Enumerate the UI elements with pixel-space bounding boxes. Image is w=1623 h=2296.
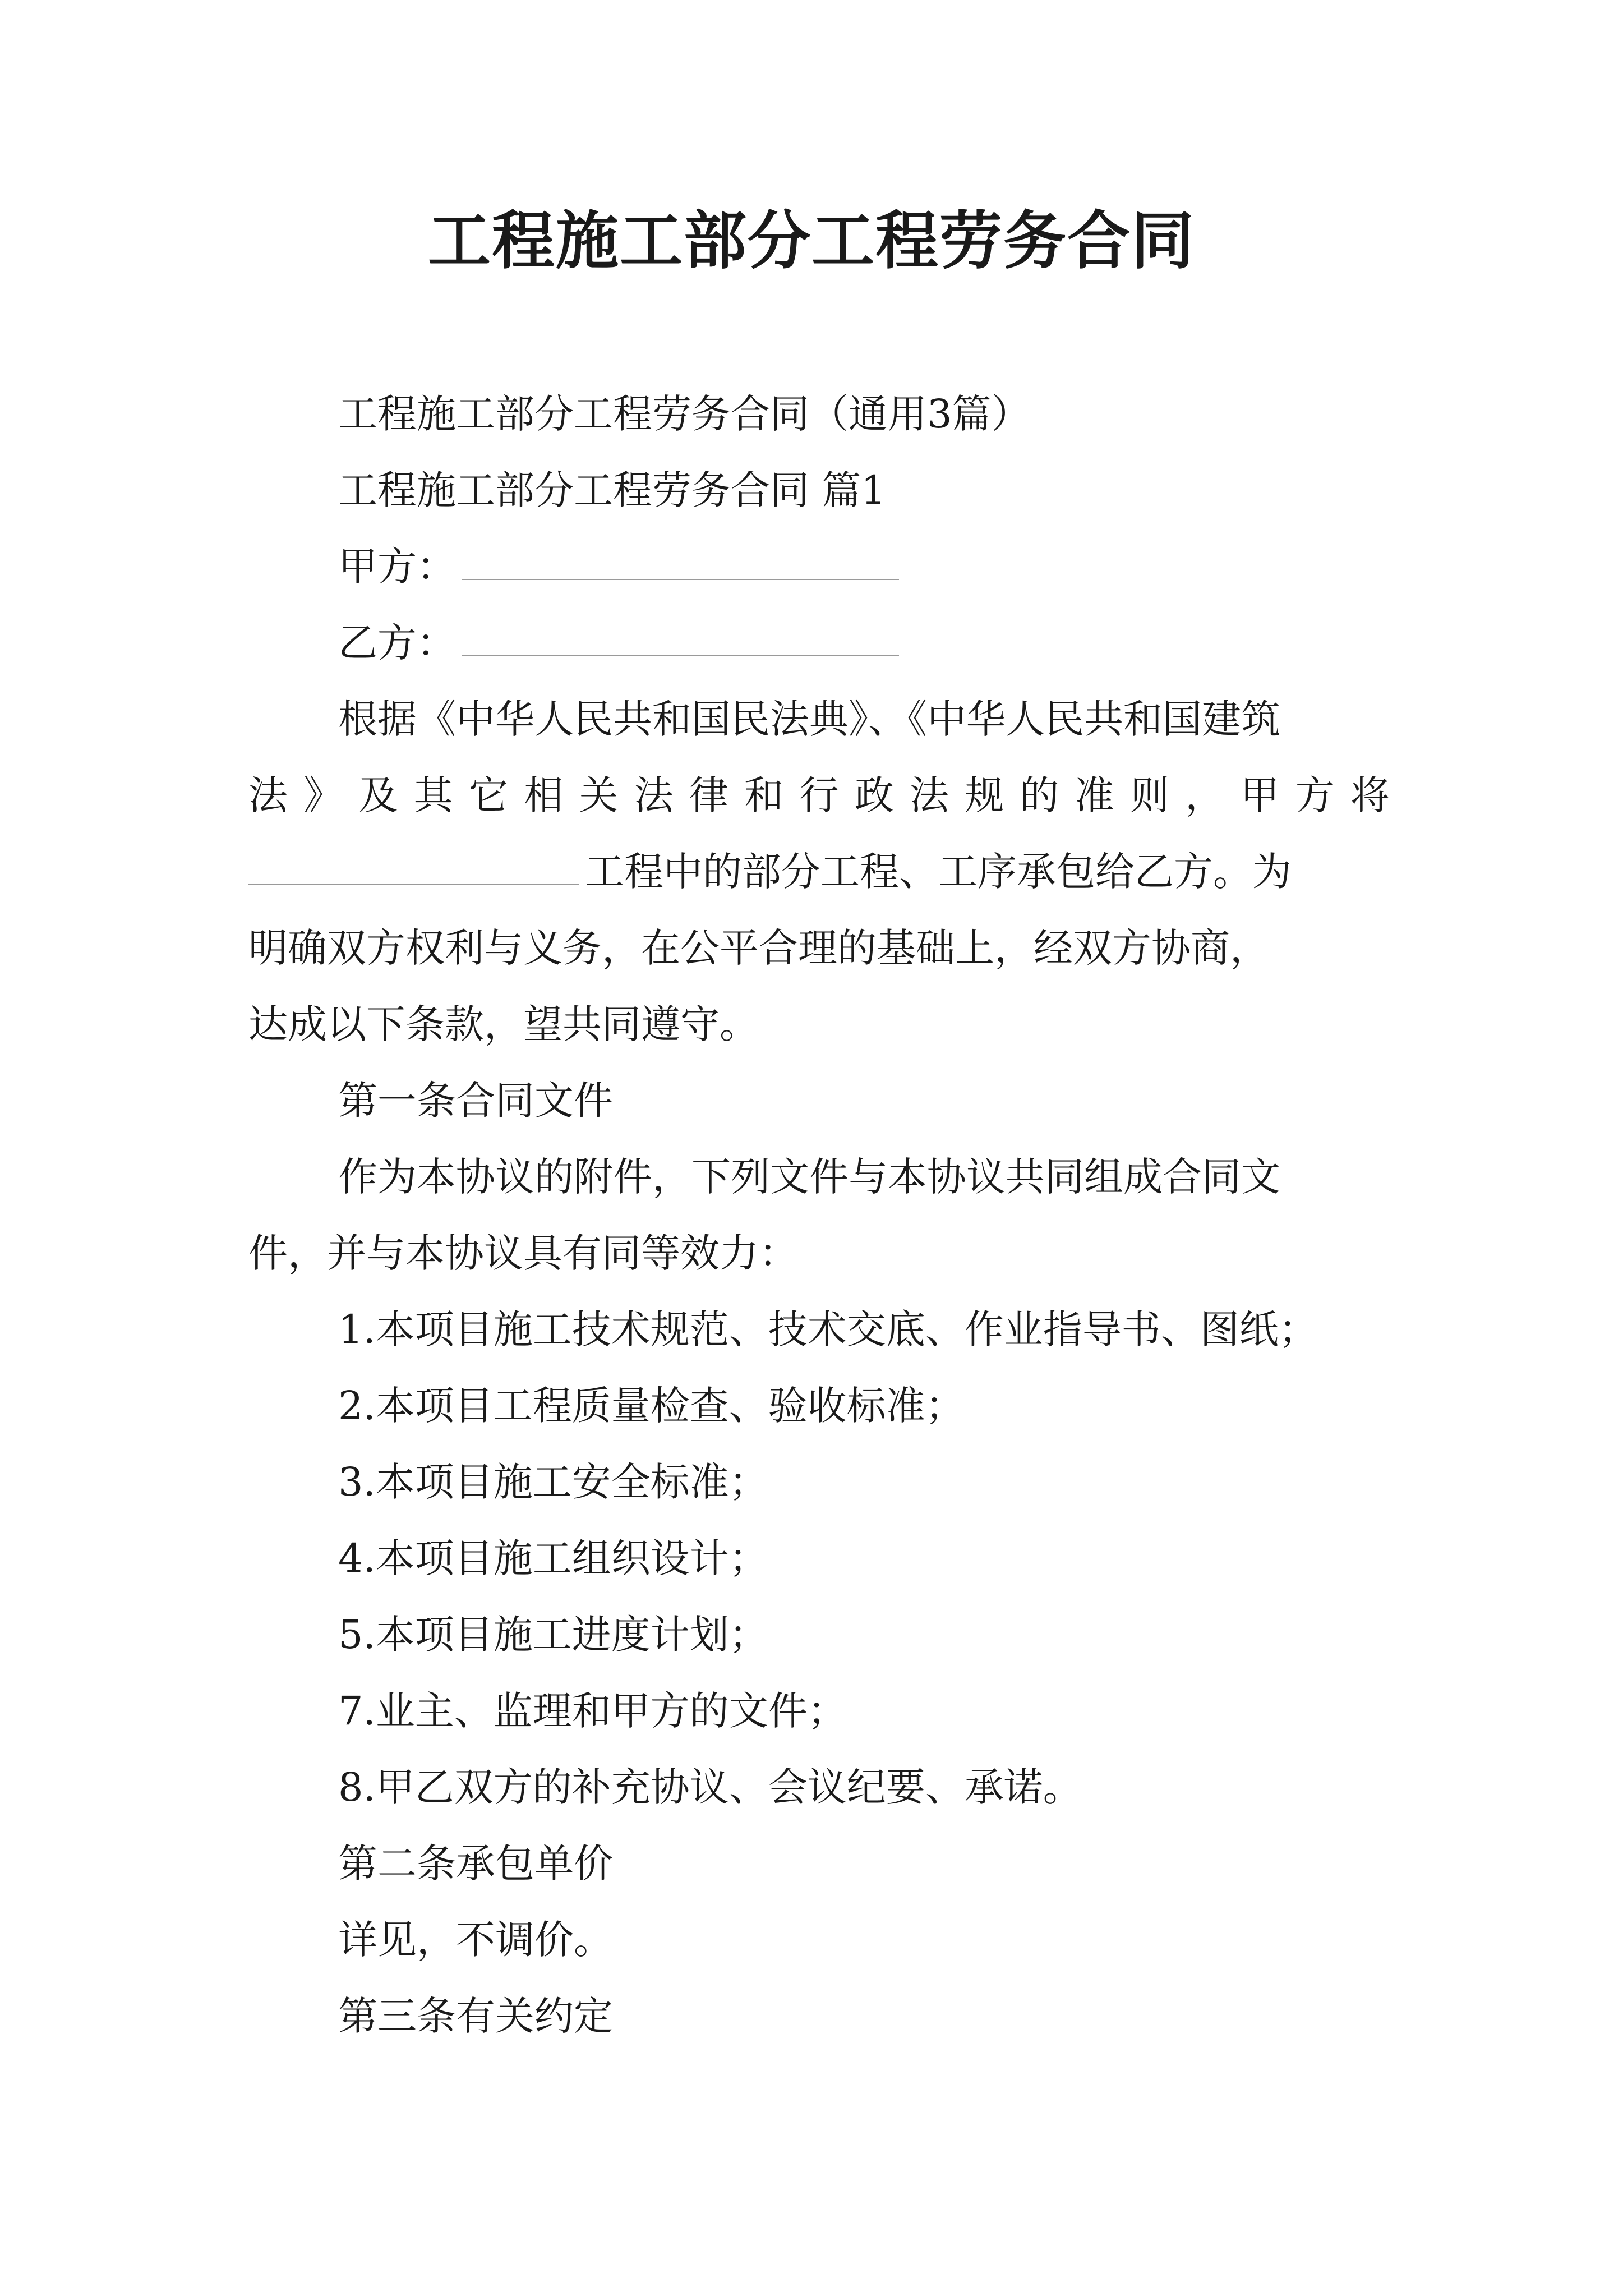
intro-line-1: 根据《中华人民共和国民法典》、《中华人民共和国建筑 xyxy=(338,696,1280,742)
party-a-line xyxy=(338,539,899,595)
article1-heading: 第一条合同文件 xyxy=(338,1078,613,1124)
list-item: 1.本项目施工技术规范、技术交底、作业指导书、图纸； xyxy=(338,1306,1318,1352)
article1-para-line-2: 件，并与本协议具有同等效力： xyxy=(248,1230,798,1276)
article3-heading: 第三条有关约定 xyxy=(338,1993,613,2039)
party-b-line xyxy=(338,615,899,671)
article1-para-line-1: 作为本协议的附件，下列文件与本协议共同组成合同文 xyxy=(338,1154,1280,1200)
document-title: 工程施工部分工程劳务合同 xyxy=(428,204,1195,278)
article2-text: 详见，不调价。 xyxy=(338,1917,613,1963)
project-name-blank xyxy=(248,850,579,885)
list-item: 8.甲乙双方的补充协议、会议纪要、承诺。 xyxy=(338,1764,1082,1810)
intro-line-4: 明确双方权利与义务，在公平合理的基础上，经双方协商， xyxy=(248,925,1269,971)
intro-line-2: 法 》 及 其 它 相 关 法 律 和 行 政 法 规 的 准 则 ， 甲 方 将 xyxy=(248,772,1390,818)
part-heading: 工程施工部分工程劳务合同 篇1 xyxy=(338,467,886,513)
intro-line-3: 工程中的部分工程、工序承包给乙方。为 xyxy=(248,844,1292,900)
list-item: 7.业主、监理和甲方的文件； xyxy=(338,1688,847,1734)
intro-line-5: 达成以下条款，望共同遵守。 xyxy=(248,1001,759,1047)
list-item: 4.本项目施工组织设计； xyxy=(338,1535,768,1581)
article2-heading: 第二条承包单价 xyxy=(338,1841,613,1887)
document-subtitle: 工程施工部分工程劳务合同（通用3篇） xyxy=(338,391,1031,437)
party-b-blank xyxy=(462,622,899,656)
party-a-blank xyxy=(462,545,899,580)
party-b-label: 乙方： xyxy=(338,620,456,666)
list-item: 2.本项目工程质量检查、验收标准； xyxy=(338,1383,965,1429)
list-item: 5.本项目施工进度计划； xyxy=(338,1612,768,1658)
party-a-label: 甲方： xyxy=(338,544,456,590)
list-item: 3.本项目施工安全标准； xyxy=(338,1459,768,1505)
